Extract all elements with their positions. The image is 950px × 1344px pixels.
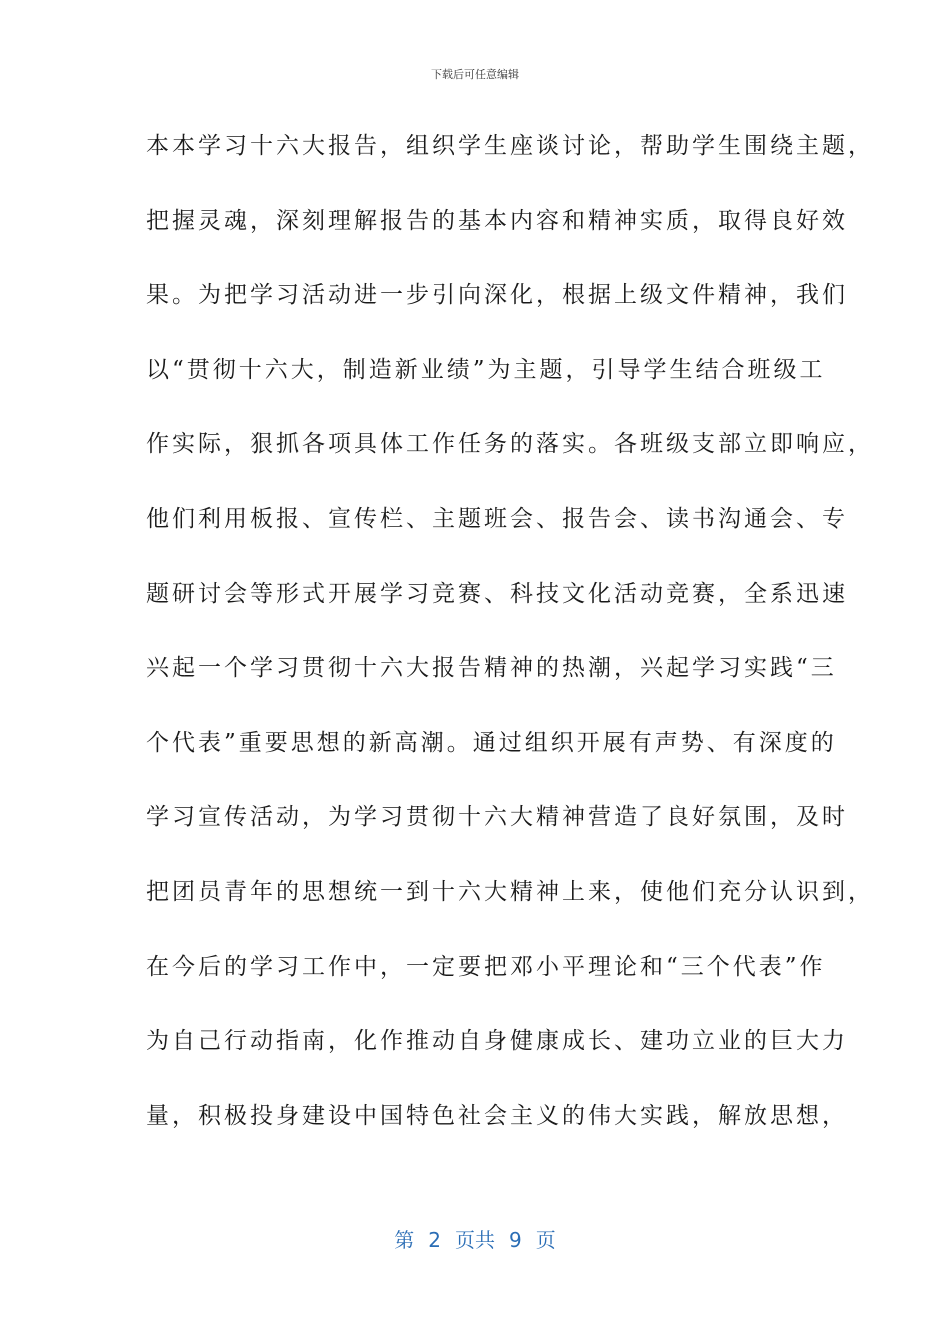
- footer-total-pages: 9: [509, 1228, 522, 1252]
- text-line: 题研讨会等形式开展学习竞赛、科技文化活动竞赛，全系迅速: [146, 580, 848, 607]
- text-line: 为自己行动指南，化作推动自身健康成长、建功立业的巨大力: [146, 1028, 848, 1055]
- text-line: 以“贯彻十六大，制造新业绩”为主题，引导学生结合班级工: [146, 356, 826, 383]
- text-line: 个代表”重要思想的新高潮。通过组织开展有声势、有深度的: [146, 729, 837, 756]
- text-line: 兴起一个学习贯彻十六大报告精神的热潮，兴起学习实践“三: [146, 655, 837, 682]
- page-footer: [0, 1224, 950, 1253]
- text-line: 他们利用板报、宣传栏、主题班会、报告会、读书沟通会、专: [146, 505, 848, 532]
- text-line: 把团员青年的思想统一到十六大精神上来，使他们充分认识到，: [146, 878, 874, 905]
- page-header: 下载后可任意编辑: [431, 68, 519, 81]
- text-line: 把握灵魂，深刻理解报告的基本内容和精神实质，取得良好效: [146, 207, 848, 234]
- footer-middle: 页共: [455, 1228, 495, 1252]
- footer-prefix: 第: [394, 1228, 415, 1252]
- text-line: 学习宣传活动，为学习贯彻十六大精神营造了良好氛围，及时: [146, 804, 848, 831]
- text-line: 在今后的学习工作中，一定要把邓小平理论和“三个代表”作: [146, 953, 826, 980]
- footer-suffix: 页: [535, 1228, 556, 1252]
- text-line: 果。为把学习活动进一步引向深化，根据上级文件精神，我们: [146, 282, 848, 309]
- text-line: 作实际，狠抓各项具体工作任务的落实。各班级支部立即响应，: [146, 431, 874, 458]
- footer-current-page: 2: [428, 1228, 441, 1252]
- text-line: 量，积极投身建设中国特色社会主义的伟大实践，解放思想，: [146, 1102, 848, 1129]
- text-line: 本本学习十六大报告，组织学生座谈讨论，帮助学生围绕主题，: [146, 133, 874, 159]
- body-text: [146, 126, 874, 1170]
